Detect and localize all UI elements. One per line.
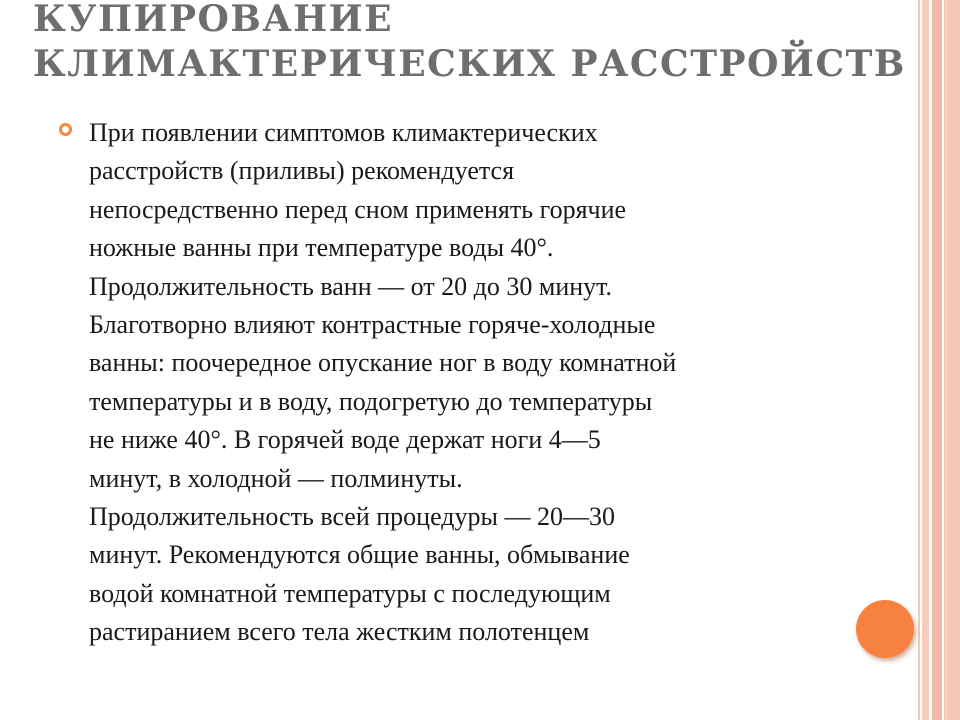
slide-title-line: КЛИМАКТЕРИЧЕСКИХ РАССТРОЙСТВ [33,43,906,85]
bullet-line: температуры и в воду, подогретую до температуры [89,386,653,416]
orange-circle-icon [856,600,914,658]
decorative-stripe [932,0,942,720]
circle-outline-icon [59,123,72,136]
bullet-line: водой комнатной температуры с последующим [89,578,611,608]
slide-title [33,0,913,87]
bullet-line: растиранием всего тела жестким полотенцем [89,617,590,647]
bullet-line: ножные ванны при температуре воды 40°. [89,233,554,263]
bullet-line: При появлении симптомов климактерических [89,118,598,147]
bullet-line: Продолжительность всей процедуры — 20—30 [89,502,615,532]
bullet-line: минут. Рекомендуются общие ванны, обмывание [89,540,630,570]
bullet-line: непосредственно перед сном применять горячие [89,194,627,224]
bullet-line: не ниже 40°. В горячей воде держат ноги 4—5 [89,425,601,455]
bullet-line: расстройств (приливы) рекомендуется [89,156,515,186]
decorative-stripe [946,0,947,720]
bullet-line: Благотворно влияют контрастные горяче-холодные [89,310,656,340]
slide-title-line: КУПИРОВАНИЕ [33,0,394,40]
bullet-line: Продолжительность ванн — от 20 до 30 минут. [89,271,613,301]
bullet-line: минут, в холодной — полминуты. [89,463,463,493]
bullet-item [56,114,916,652]
bullet-text [89,114,916,652]
slide-content [56,114,916,652]
decorative-stripe [918,0,920,720]
decorative-stripe [922,0,929,720]
bullet-line: ванны: поочередное опускание ног в воду комнатной [89,348,677,378]
